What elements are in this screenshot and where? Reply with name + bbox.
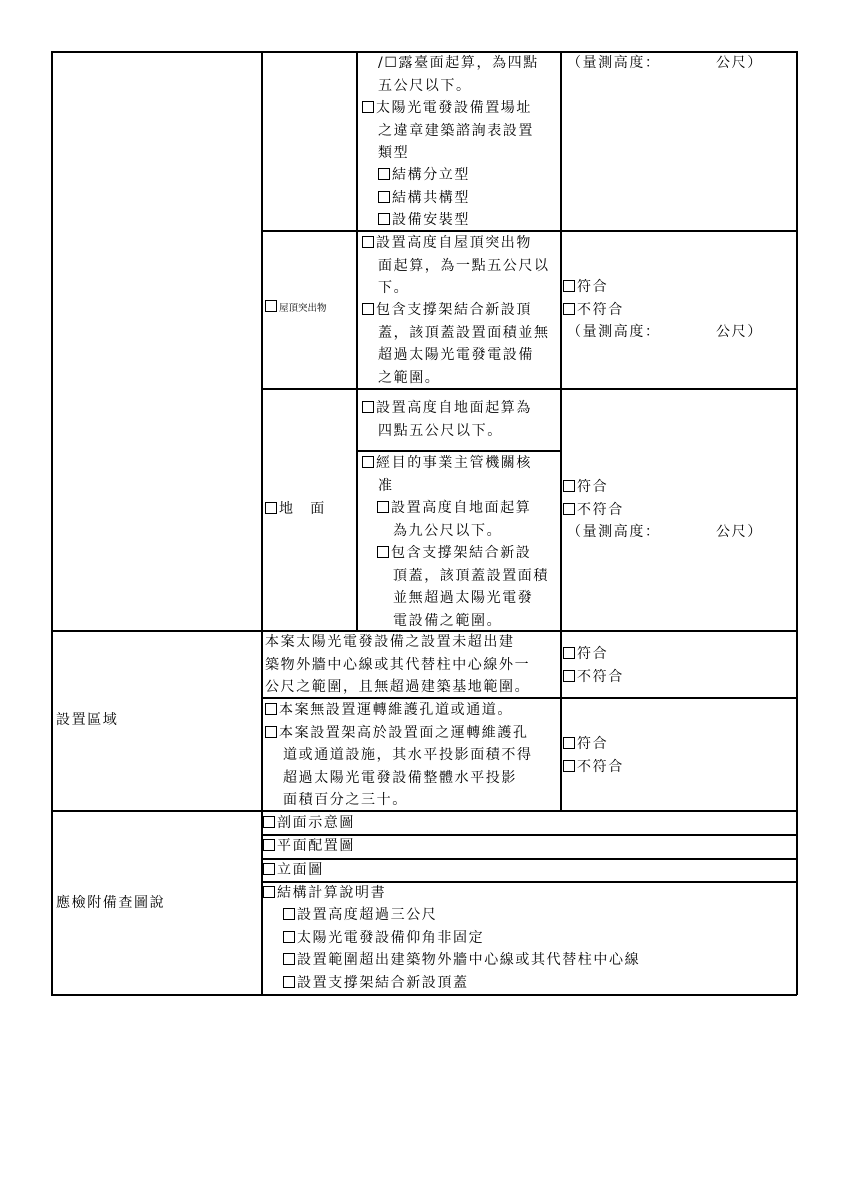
- area1-yes-checkbox[interactable]: [563, 647, 575, 659]
- type-shared-checkbox[interactable]: [378, 191, 390, 203]
- ground-cond1: 設置高度自地面起算為 四點五公尺以下。: [362, 397, 532, 442]
- list-item: 設置支撐架結合新設頂蓋: [283, 972, 640, 995]
- install-area-cond2: 本案無設置運轉維護孔道或通道。 本案設置架高於設置面之運轉維護孔 道或通道設施，其水平投影面積不得 超過太陽光電發設備整體水平投影 面積百分之三十。: [265, 699, 533, 812]
- section-drawing-checkbox[interactable]: [263, 816, 275, 828]
- install-area-result-2: 符合 不符合: [563, 733, 624, 778]
- illegal-building-checkbox[interactable]: [362, 101, 374, 113]
- area2-yes-checkbox[interactable]: [563, 737, 575, 749]
- walkway-checkbox[interactable]: [265, 726, 277, 738]
- install-area-cond1: 本案太陽光電發設備之設置未超出建 築物外牆中心線或其代替柱中心線外一 公尺之範圍，且無超過建築基地範圍。: [265, 634, 531, 695]
- list-item: 太陽光電發設備仰角非固定: [283, 927, 640, 950]
- list-item: 設置範圍超出建築物外牆中心線或其代替柱中心線: [283, 949, 640, 972]
- sub-range-checkbox[interactable]: [283, 953, 295, 965]
- ground-sub2: 包含支撐架結合新設 頂蓋，該頂蓋設置面積 並無超過太陽光電發 電設備之範圍。: [377, 542, 549, 632]
- ground-cond2-checkbox[interactable]: [362, 456, 374, 468]
- ground-sub2-checkbox[interactable]: [377, 546, 389, 558]
- ground-sub1: 設置高度自地面起算 為九公尺以下。: [377, 497, 531, 542]
- attachment-structural: 結構計算說明書: [263, 882, 386, 905]
- roof-protrusion-cond1: 設置高度自屋頂突出物 面起算，為一點五公尺以 下。: [362, 232, 550, 300]
- plan-drawing-checkbox[interactable]: [263, 839, 275, 851]
- ground-cond2: 經目的事業主管機關核 准: [362, 452, 532, 497]
- illegal-building-question: 太陽光電發設備置場址 之違章建築諮詢表設置 類型: [362, 97, 534, 165]
- roof-protrusion-result: 符合 不符合 （量測高度： 公尺）: [563, 276, 763, 344]
- rooftop-line-1: /☐露臺面起算，為四點: [378, 55, 539, 71]
- type-item: 設備安裝型: [378, 209, 470, 232]
- ground-yes-checkbox[interactable]: [563, 480, 575, 492]
- sub-canopy-checkbox[interactable]: [283, 976, 295, 988]
- roof-protrusion-label: 屋頂突出物: [265, 298, 327, 321]
- roof-protrusion-cond2: 包含支撐架結合新設頂 蓋，該頂蓋設置面積並無 超過太陽光電發電設備 之範圍。: [362, 299, 550, 389]
- roof-no-checkbox[interactable]: [563, 303, 575, 315]
- measured-height-3: （量測高度： 公尺）: [567, 524, 763, 540]
- ground-cond1-checkbox[interactable]: [362, 401, 374, 413]
- list-item: 設置高度超過三公尺: [283, 904, 640, 927]
- roof-protrusion-checkbox[interactable]: [265, 300, 277, 312]
- attachments-label: 應檢附備查圖說: [56, 895, 166, 911]
- roof-cond1-checkbox[interactable]: [362, 236, 374, 248]
- ground-label: 地 面: [265, 498, 326, 521]
- structural-sub-items: [283, 904, 640, 994]
- elevation-drawing-checkbox[interactable]: [263, 863, 275, 875]
- rooftop-condition-text: [378, 52, 539, 97]
- area1-no-checkbox[interactable]: [563, 670, 575, 682]
- ground-result: 符合 不符合 （量測高度： 公尺）: [563, 476, 763, 544]
- install-area-result-1: 符合 不符合: [563, 643, 624, 688]
- attachment-plan: 平面配置圖: [263, 835, 355, 858]
- no-walkway-checkbox[interactable]: [265, 703, 277, 715]
- type-item: 結構分立型: [378, 164, 470, 187]
- type-item: 結構共構型: [378, 187, 470, 210]
- roof-cond2-checkbox[interactable]: [362, 303, 374, 315]
- install-area-label: 設置區域: [56, 712, 119, 728]
- measured-height-2: （量測高度： 公尺）: [567, 324, 763, 340]
- type-separate-checkbox[interactable]: [378, 168, 390, 180]
- roof-yes-checkbox[interactable]: [563, 280, 575, 292]
- structural-calc-checkbox[interactable]: [263, 886, 275, 898]
- attachment-section: 剖面示意圖: [263, 812, 355, 835]
- ground-no-checkbox[interactable]: [563, 503, 575, 515]
- structure-type-list: [378, 164, 470, 232]
- ground-sub1-checkbox[interactable]: [377, 501, 389, 513]
- rooftop-line-2: 五公尺以下。: [378, 77, 472, 94]
- measured-height-1: （量測高度： 公尺）: [567, 55, 763, 71]
- sub-height-checkbox[interactable]: [283, 908, 295, 920]
- area2-no-checkbox[interactable]: [563, 760, 575, 772]
- sub-angle-checkbox[interactable]: [283, 931, 295, 943]
- attachment-elevation: 立面圖: [263, 859, 324, 882]
- type-equipment-checkbox[interactable]: [378, 213, 390, 225]
- ground-checkbox[interactable]: [265, 502, 277, 514]
